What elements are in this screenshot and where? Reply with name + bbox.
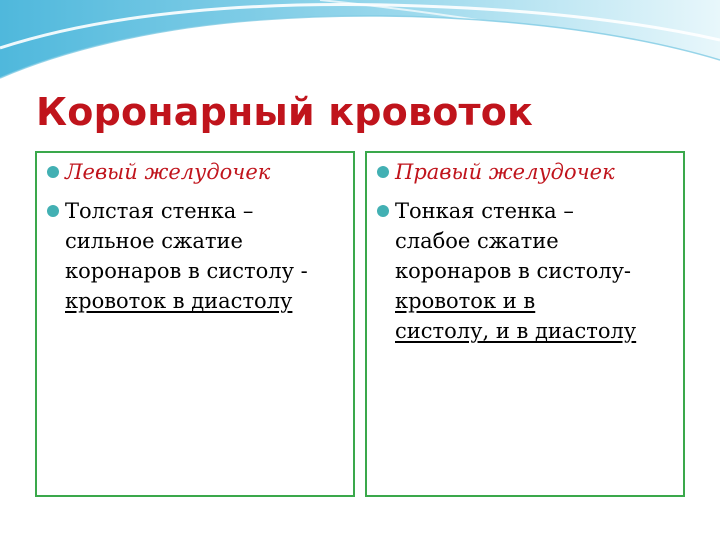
bullet-icon [377,166,389,178]
bullet-icon [377,205,389,217]
right-body-line: слабое сжатие [395,229,559,253]
bullet-icon [47,166,59,178]
right-heading-item [367,157,683,187]
right-body-line: Тонкая стенка – [395,199,574,223]
left-heading: Левый желудочек [65,160,271,184]
right-body-line: кровоток и в [395,289,536,313]
right-body-line: систолу, и в диастолу [395,319,637,343]
bullet-icon [47,205,59,217]
left-body-item [37,196,353,316]
decorative-banner [0,0,720,90]
slide-title: Коронарный кровоток [36,90,534,134]
right-body-item [367,196,683,346]
right-heading: Правый желудочек [395,160,615,184]
left-heading-item [37,157,353,187]
left-body-line: кровоток в диастолу [65,289,293,313]
left-body-line: Толстая стенка – [65,199,254,223]
right-body-line: коронаров в систолу- [395,259,632,283]
left-body-line: сильное сжатие [65,229,243,253]
left-ventricle-panel [35,151,355,497]
left-body-line: коронаров в систолу - [65,259,308,283]
right-ventricle-panel [365,151,685,497]
